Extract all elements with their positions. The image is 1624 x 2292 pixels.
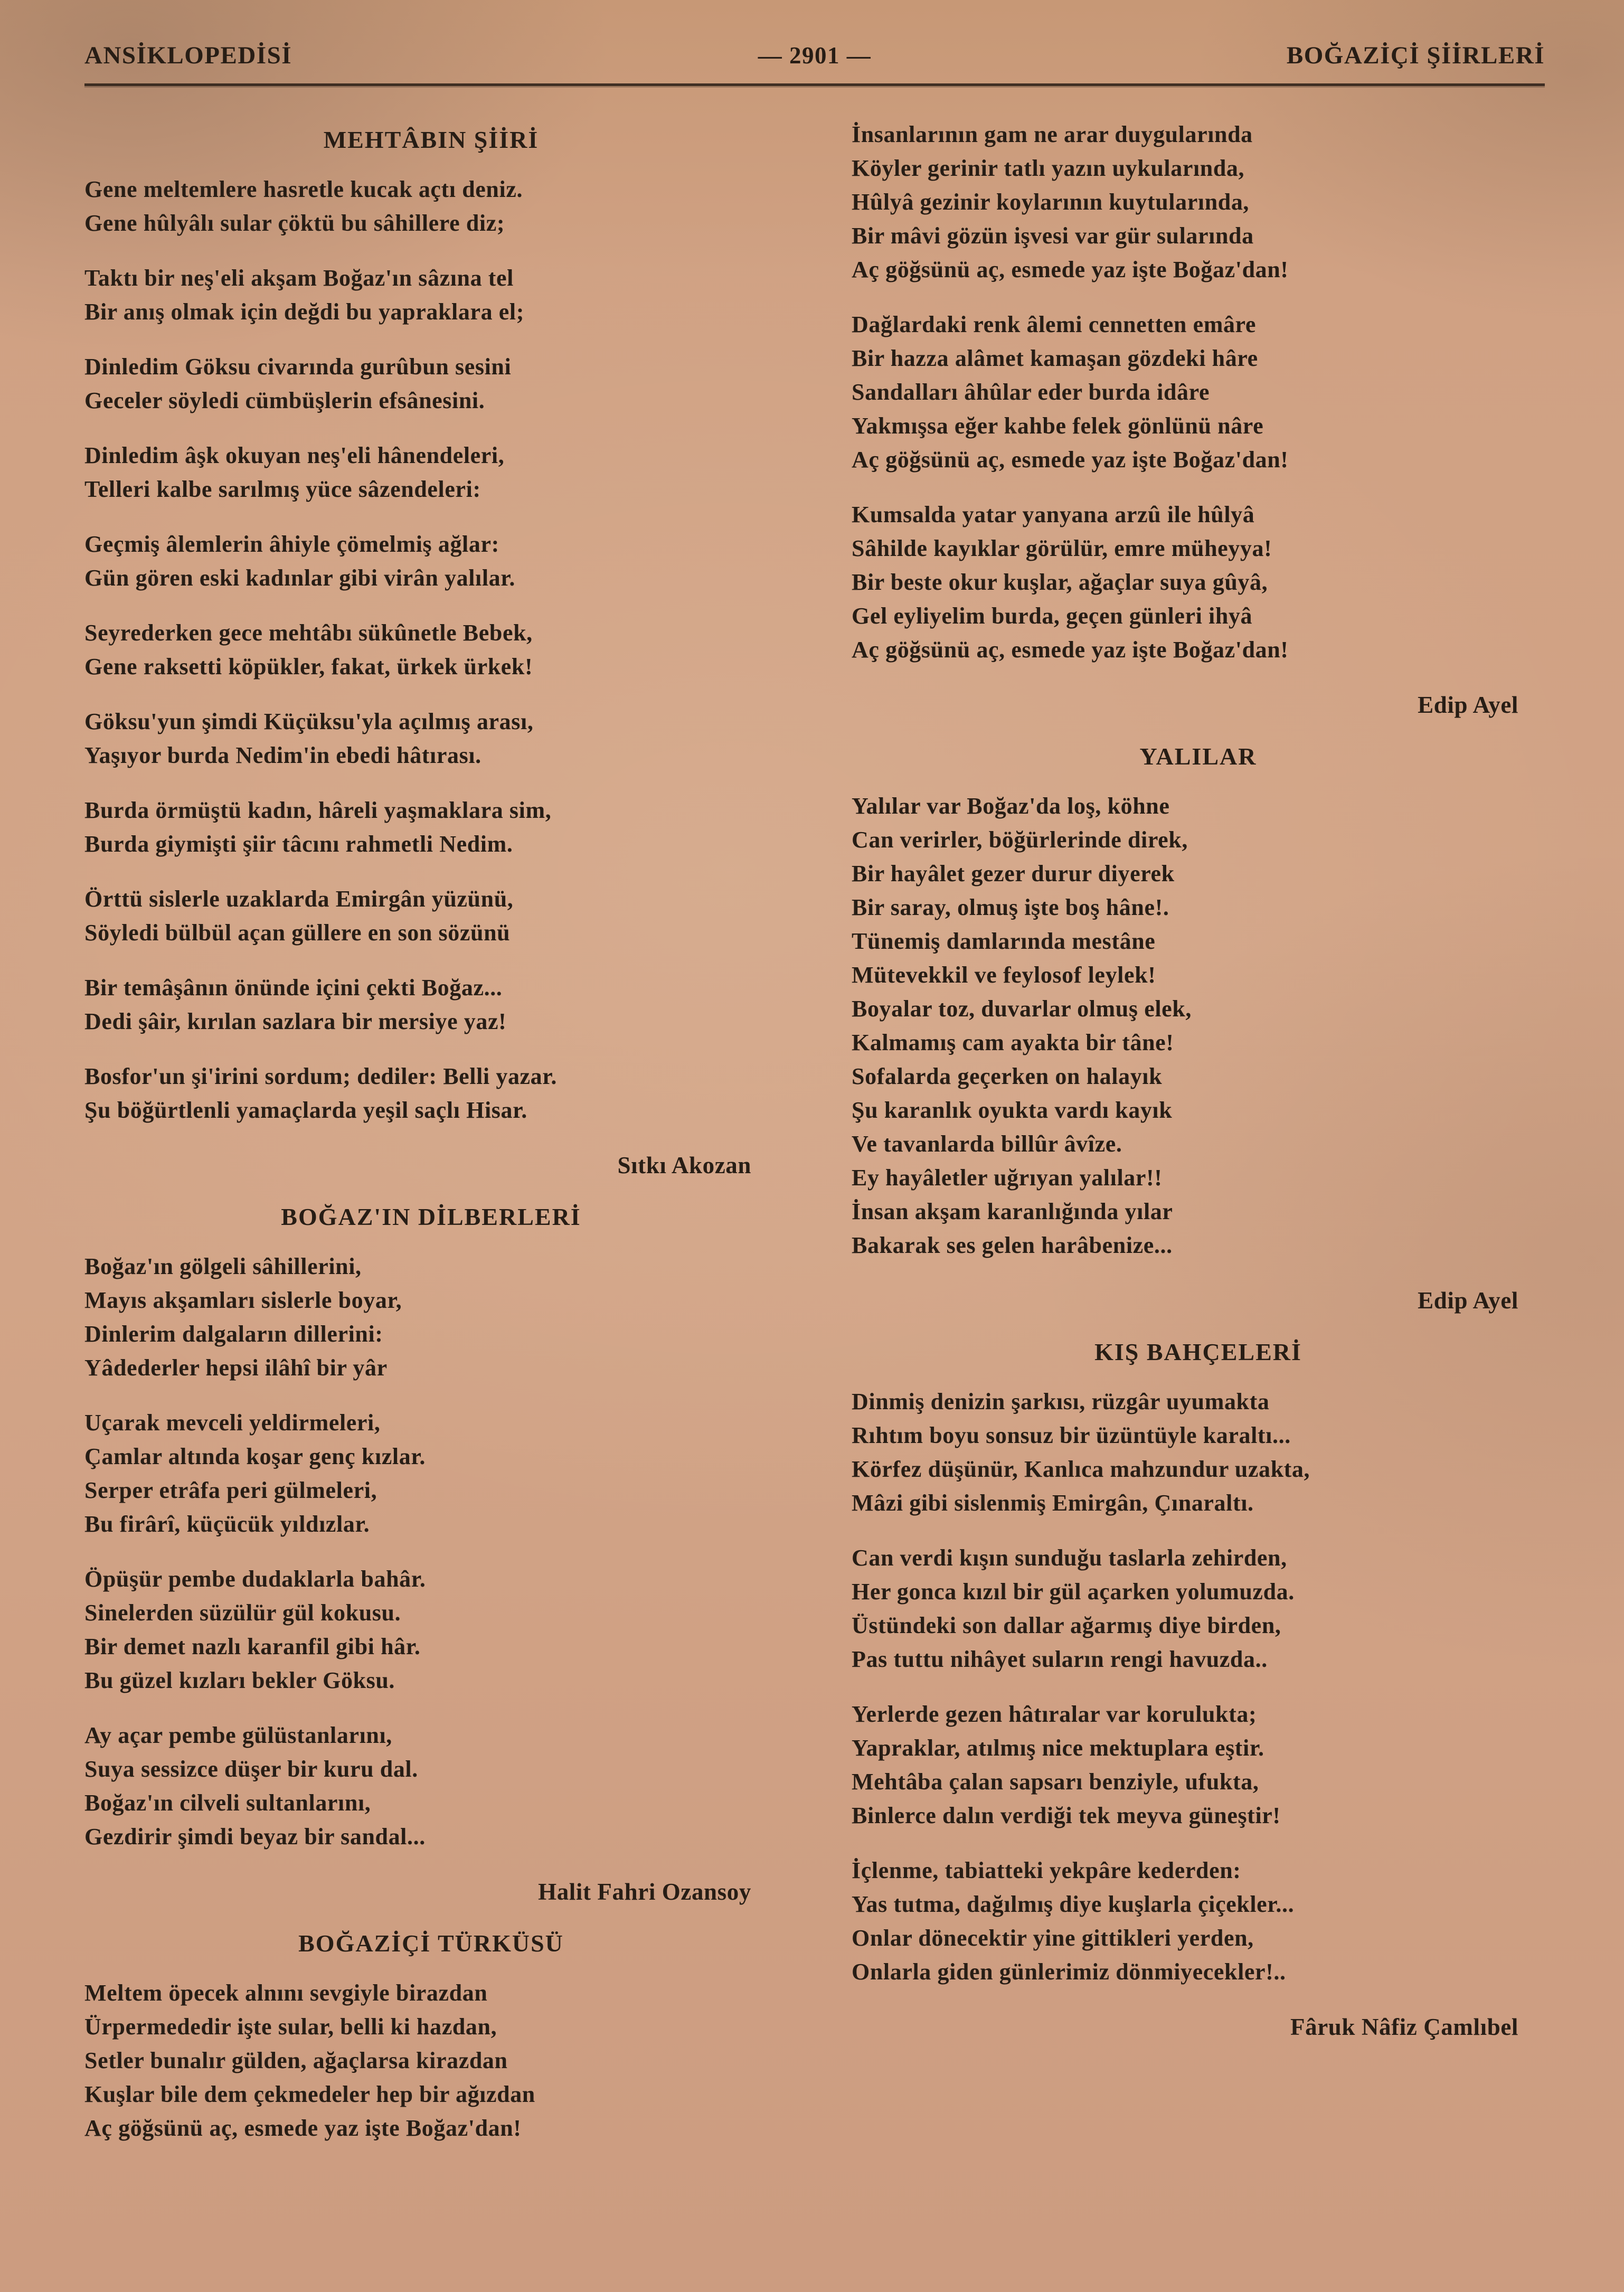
stanza	[852, 789, 1545, 1262]
poem-line: Suya sessizce düşer bir kuru dal.	[84, 1756, 418, 1782]
poem-line: Geceler söyledi cümbüşlerin efsânesini.	[84, 388, 485, 413]
poem-line: Can verirler, böğürlerinde direk,	[852, 827, 1188, 853]
poem-line: Çamlar altında koşar genç kızlar.	[84, 1444, 426, 1469]
poem-line: Aç göğsünü aç, esmede yaz işte Boğaz'dan!	[852, 637, 1289, 663]
poem-line: Yâdederler hepsi ilâhî bir yâr	[84, 1355, 388, 1381]
poem-author	[84, 1148, 751, 1182]
poem-line: Mâzi gibi sislenmiş Emirgân, Çınaraltı.	[852, 1490, 1254, 1516]
poem-line: Gene hûlyâlı sular çöktü bu sâhillere diz;	[84, 210, 505, 236]
poem-line: Boğaz'ın gölgeli sâhillerini,	[84, 1253, 362, 1279]
poem-line: Ürpermededir işte sular, belli ki hazdan,	[84, 2014, 497, 2040]
poem-line: Yas tutma, dağılmış diye kuşlarla çiçekler...	[852, 1891, 1295, 1917]
stanza	[84, 1719, 778, 1854]
stanza	[84, 1976, 778, 2145]
poem-line: Dinledim âşk okuyan neş'eli hânendeleri,	[84, 442, 505, 468]
poem-line: Köyler gerinir tatlı yazın uykularında,	[852, 155, 1245, 181]
poem-line: Telleri kalbe sarılmış yüce sâzendeleri:	[84, 476, 481, 502]
poem-line: Gene meltemlere hasretle kucak açtı deniz.	[84, 176, 523, 202]
poem-line: Gün gören eski kadınlar gibi virân yalılar.	[84, 565, 515, 591]
poem-line: Sandalları âhûlar eder burda idâre	[852, 379, 1210, 405]
poem-title	[84, 1927, 778, 1960]
poem-line: Dinledim Göksu civarında gurûbun sesini	[84, 354, 512, 380]
poem-line: Burda giymişti şiir tâcını rahmetli Nedim.	[84, 831, 513, 857]
poem-line: Aç göğsünü aç, esmede yaz işte Boğaz'dan!	[852, 257, 1289, 282]
poem-line: Onlarla giden günlerimiz dönmiyecekler!..	[852, 1959, 1286, 1985]
poem-line: Ve tavanlarda billûr âvîze.	[852, 1131, 1122, 1157]
poem-title-text: MEHTÂBIN ŞİİRİ	[323, 126, 539, 153]
poem-title	[84, 1200, 778, 1234]
stanza	[84, 705, 778, 772]
poem-line: Seyrederken gece mehtâbı sükûnetle Bebek,	[84, 620, 533, 646]
poem-line: Burda örmüştü kadın, hâreli yaşmaklara sim,	[84, 797, 552, 823]
text-column	[852, 118, 1545, 2166]
poem-line: Geçmiş âlemlerin âhiyle çömelmiş ağlar:	[84, 531, 499, 557]
poem-author-text: Edip Ayel	[1418, 1287, 1518, 1314]
header-rule	[84, 83, 1545, 86]
poem-author	[84, 1875, 751, 1909]
poem-line: Gene raksetti köpükler, fakat, ürkek ürkek!	[84, 654, 533, 680]
stanza	[84, 1562, 778, 1697]
poem-title-text: YALILAR	[1139, 743, 1257, 770]
poem-line: Körfez düşünür, Kanlıca mahzundur uzakta,	[852, 1456, 1310, 1482]
poem-line: Bir hayâlet gezer durur diyerek	[852, 861, 1175, 886]
poem-line: Bir demet nazlı karanfil gibi hâr.	[84, 1634, 421, 1659]
poem-author-text: Sıtkı Akozan	[617, 1152, 751, 1178]
stanza	[84, 794, 778, 861]
poem-line: Pas tuttu nihâyet suların rengi havuzda..	[852, 1646, 1268, 1672]
stanza	[852, 1541, 1545, 1676]
poem-line: Bakarak ses gelen harâbenize...	[852, 1232, 1173, 1258]
running-title-left: ANSİKLOPEDİSİ	[84, 42, 292, 69]
poem-line: Boyalar toz, duvarlar olmuş elek,	[852, 996, 1192, 1022]
poem-line: Sinelerden süzülür gül kokusu.	[84, 1600, 401, 1626]
poem-title-text: KIŞ BAHÇELERİ	[1094, 1338, 1302, 1365]
stanza	[84, 173, 778, 240]
poem-line: Şu böğürtlenli yamaçlarda yeşil saçlı Hisar.	[84, 1097, 527, 1123]
poem-line: Serper etrâfa peri gülmeleri,	[84, 1477, 377, 1503]
stanza	[852, 1385, 1545, 1520]
stanza	[84, 439, 778, 506]
poem-line: Tünemiş damlarında mestâne	[852, 928, 1156, 954]
poem-line: Can verdi kışın sunduğu taslarla zehirden,	[852, 1545, 1287, 1571]
poem-line: Bir temâşânın önünde içini çekti Boğaz...	[84, 975, 503, 1001]
stanza	[84, 971, 778, 1039]
poem-line: Sâhilde kayıklar görülür, emre müheyya!	[852, 535, 1272, 561]
poem-line: Aç göğsünü aç, esmede yaz işte Boğaz'dan!	[852, 447, 1289, 473]
poem-title	[852, 740, 1545, 774]
poem-line: Meltem öpecek alnını sevgiyle birazdan	[84, 1980, 488, 2006]
stanza	[852, 118, 1545, 287]
poem-author	[852, 688, 1518, 722]
stanza	[84, 616, 778, 684]
poem-line: Her gonca kızıl bir gül açarken yolumuzda.	[852, 1579, 1295, 1605]
poem-author-text: Edip Ayel	[1418, 692, 1518, 718]
stanza	[84, 527, 778, 595]
poem-line: Mütevekkil ve feylosof leylek!	[852, 962, 1156, 988]
poem-line: Dinmiş denizin şarkısı, rüzgâr uyumakta	[852, 1389, 1270, 1414]
poem-line: Bir beste okur kuşlar, ağaçlar suya gûyâ,	[852, 569, 1268, 595]
poem-author	[852, 2010, 1518, 2044]
poem-author	[852, 1284, 1518, 1317]
stanza	[84, 1406, 778, 1541]
poem-line: Kuşlar bile dem çekmedeler hep bir ağızdan	[84, 2081, 535, 2107]
poem-line: Yaşıyor burda Nedim'in ebedi hâtırası.	[84, 742, 481, 768]
stanza	[84, 261, 778, 329]
poem-line: Bu güzel kızları bekler Göksu.	[84, 1667, 395, 1693]
poem-line: Mehtâba çalan sapsarı benziyle, ufukta,	[852, 1769, 1259, 1795]
poem-line: Binlerce dalın verdiği tek meyva güneştir!	[852, 1803, 1281, 1828]
poem-line: Gel eyliyelim burda, geçen günleri ihyâ	[852, 603, 1253, 629]
poem-line: Ey hayâletler uğrıyan yalılar!!	[852, 1165, 1163, 1191]
stanza	[852, 1854, 1545, 1989]
page-number: — 2901 —	[758, 42, 872, 69]
stanza	[852, 498, 1545, 667]
poem-line: Onlar dönecektir yine gittikleri yerden,	[852, 1925, 1254, 1951]
poem-line: Bosfor'un şi'irini sordum; dediler: Belli yazar.	[84, 1063, 557, 1089]
stanza	[84, 350, 778, 418]
stanza	[84, 1060, 778, 1127]
stanza	[852, 308, 1545, 477]
text-columns	[84, 118, 1545, 2166]
poem-line: Yerlerde gezen hâtıralar var korulukta;	[852, 1701, 1257, 1727]
poem-line: Bir hazza alâmet kamaşan gözdeki hâre	[852, 345, 1258, 371]
poem-line: Yakmışsa eğer kahbe felek gönlünü nâre	[852, 413, 1264, 439]
poem-line: Gezdirir şimdi beyaz bir sandal...	[84, 1824, 426, 1850]
poem-line: Setler bunalır gülden, ağaçlarsa kirazdan	[84, 2048, 508, 2073]
poem-line: İnsan akşam karanlığında yılar	[852, 1199, 1173, 1224]
poem-line: Bir saray, olmuş işte boş hâne!.	[852, 894, 1169, 920]
poem-line: Uçarak mevceli yeldirmeleri,	[84, 1410, 381, 1436]
running-title-right: BOĞAZİÇİ ŞİİRLERİ	[1286, 42, 1545, 69]
poem-title	[852, 1335, 1545, 1369]
poem-line: Üstündeki son dallar ağarmış diye birden,	[852, 1612, 1281, 1638]
poem-line: Bu firârî, küçücük yıldızlar.	[84, 1511, 370, 1537]
poem-line: Aç göğsünü aç, esmede yaz işte Boğaz'dan!	[84, 2115, 522, 2141]
poem-line: Dedi şâir, kırılan sazlara bir mersiye yaz!	[84, 1008, 507, 1034]
poem-line: Boğaz'ın cilveli sultanlarını,	[84, 1790, 371, 1816]
poem-line: Kalmamış cam ayakta bir tâne!	[852, 1030, 1174, 1055]
poem-line: Örttü sislerle uzaklarda Emirgân yüzünü,	[84, 886, 514, 912]
poem-line: Taktı bir neş'eli akşam Boğaz'ın sâzına tel	[84, 265, 514, 291]
stanza	[84, 882, 778, 950]
poem-line: Bir anış olmak için değdi bu yapraklara el;	[84, 299, 524, 325]
poem-line: Göksu'yun şimdi Küçüksu'yla açılmış arası,	[84, 709, 534, 734]
poem-line: Öpüşür pembe dudaklarla bahâr.	[84, 1566, 426, 1592]
poem-title-text: BOĞAZ'IN DİLBERLERİ	[281, 1203, 581, 1230]
stanza	[852, 1697, 1545, 1833]
poem-line: İnsanlarının gam ne arar duygularında	[852, 121, 1253, 147]
poem-title-text: BOĞAZİÇİ TÜRKÜSÜ	[298, 1930, 564, 1957]
stanza	[84, 1250, 778, 1385]
poem-line: Söyledi bülbül açan güllere en son sözünü	[84, 920, 511, 946]
poem-line: Hûlyâ gezinir koylarının kuytularında,	[852, 189, 1250, 215]
poem-author-text: Fâruk Nâfiz Çamlıbel	[1290, 2014, 1518, 2040]
poem-line: Dinlerim dalgaların dillerini:	[84, 1321, 383, 1347]
text-column	[84, 118, 778, 2166]
poem-line: İçlenme, tabiatteki yekpâre kederden:	[852, 1857, 1241, 1883]
poem-line: Kumsalda yatar yanyana arzû ile hûlyâ	[852, 502, 1255, 527]
poem-line: Yapraklar, atılmış nice mektuplara eştir.	[852, 1735, 1264, 1761]
poem-line: Ay açar pembe gülüstanlarını,	[84, 1722, 392, 1748]
poem-line: Bir mâvi gözün işvesi var gür sularında	[852, 223, 1254, 249]
poem-line: Mayıs akşamları sislerle boyar,	[84, 1287, 402, 1313]
page-header	[84, 41, 1545, 70]
poem-line: Sofalarda geçerken on halayık	[852, 1063, 1163, 1089]
poem-line: Yalılar var Boğaz'da loş, köhne	[852, 793, 1170, 819]
poem-author-text: Halit Fahri Ozansoy	[538, 1879, 751, 1905]
poem-title	[84, 123, 778, 157]
poem-line: Rıhtım boyu sonsuz bir üzüntüyle karaltı...	[852, 1422, 1291, 1448]
poem-line: Şu karanlık oyukta vardı kayık	[852, 1097, 1173, 1123]
poem-line: Dağlardaki renk âlemi cennetten emâre	[852, 312, 1257, 337]
